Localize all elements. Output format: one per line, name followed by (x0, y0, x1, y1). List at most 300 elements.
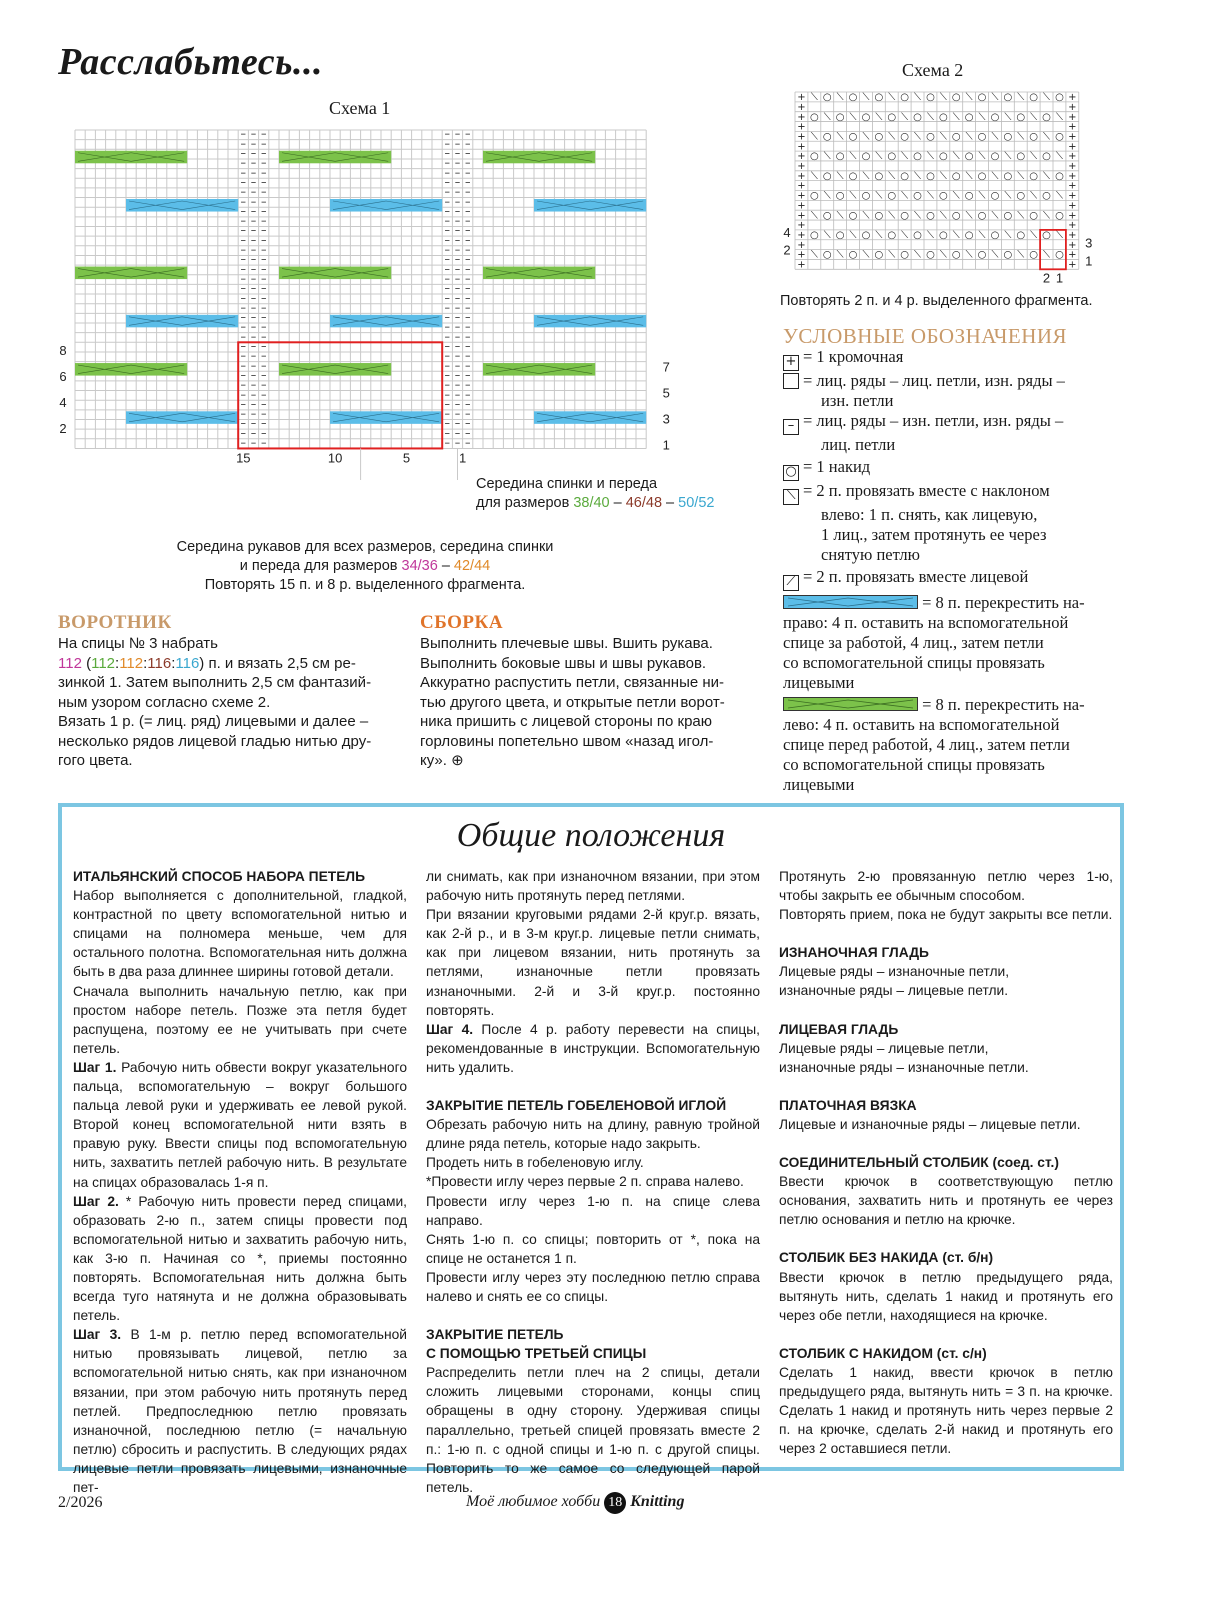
purl-mark: – (250, 194, 257, 208)
center-back-line2: для размеров 38/40 – 46/48 – 50/52 (476, 495, 715, 511)
col-label: 1 (1055, 270, 1064, 286)
yo-mark: ○ (964, 111, 974, 123)
dec-mark: ⟍ (888, 170, 896, 182)
dec-mark: ⟍ (1055, 111, 1063, 123)
size-d: 34/36 (401, 558, 438, 574)
yo-mark: ○ (1055, 92, 1064, 104)
center-back-line1: Середина спинки и переда (476, 476, 658, 492)
paragraph: Ввести крючок в соответствующую петлю основания, захватить нить и протянуть ее через петлю основания и петлю на крючке. (779, 1174, 1113, 1228)
purl-mark: – (250, 378, 257, 392)
footer-magazine: Моё любимое хобби 18 Knitting (466, 1492, 684, 1514)
edge-mark: + (797, 220, 806, 232)
cable-cross (126, 199, 238, 212)
section-heading: СТОЛБИК БЕЗ НАКИДА (ст. б/н) (779, 1250, 994, 1266)
edge-mark: + (1068, 170, 1077, 182)
purl-mark: – (240, 378, 247, 392)
yo-mark: ○ (926, 92, 935, 104)
purl-mark: – (444, 185, 451, 199)
dec-mark: ⟍ (901, 111, 909, 123)
purl-mark: – (240, 194, 247, 208)
yo-mark: ○ (1055, 170, 1064, 182)
purl-mark: – (454, 262, 461, 276)
yo-mark: ○ (1003, 210, 1013, 222)
dec-mark: ⟍ (1004, 111, 1012, 123)
yo-mark: ○ (926, 131, 935, 143)
edge-mark: + (1068, 161, 1077, 173)
col-label: 15 (236, 450, 251, 466)
yo-mark: ○ (887, 229, 897, 241)
edge-mark: + (797, 101, 806, 113)
purl-mark: – (240, 223, 247, 237)
cable-cross (75, 267, 187, 280)
yo-mark: ○ (835, 190, 845, 202)
repeat-note: Повторять 15 п. и 8 р. выделенного фрагмента. (204, 577, 526, 593)
row-label: 7 (662, 359, 670, 375)
dec-mark: ⟍ (901, 151, 909, 163)
dec-mark: ⟍ (991, 249, 999, 261)
purl-mark: – (240, 214, 247, 228)
edge-mark: + (1068, 111, 1077, 123)
purl-mark: – (240, 320, 247, 334)
yo-mark: ○ (874, 170, 884, 182)
dec-mark: ⟍ (849, 151, 857, 163)
yo-mark: ○ (1055, 131, 1064, 143)
text-line: Лицевые и изнаночные ряды – лицевые петли. (779, 1116, 1081, 1132)
edge-mark: + (797, 229, 806, 241)
purl-mark: – (240, 300, 247, 314)
purl-mark: – (240, 165, 247, 179)
dec-mark: ⟍ (1043, 210, 1051, 222)
dec-mark: ⟍ (888, 210, 896, 222)
purl-mark: – (444, 358, 451, 372)
purl-mark: – (250, 165, 257, 179)
yo-mark: ○ (1029, 92, 1039, 104)
edge-mark: + (797, 131, 806, 143)
purl-mark: – (240, 387, 247, 401)
scheme2-title: Схема 2 (902, 60, 964, 80)
edge-mark: + (1068, 229, 1077, 241)
purl-mark: – (464, 271, 471, 285)
row-label: 4 (59, 394, 67, 410)
paragraph: Сначала выполнить начальную петлю, как при простом наборе петель. Позже эта петля будет распущена, поэтому ее не учитывать при счете петель. (73, 983, 407, 1056)
yo-mark: ○ (809, 229, 819, 241)
purl-mark: – (464, 156, 471, 170)
general-col-1 (73, 867, 407, 1497)
purl-mark: – (240, 349, 247, 363)
purl-mark: – (464, 310, 471, 324)
right-cable-icon (783, 595, 918, 609)
edge-mark: + (797, 141, 806, 153)
dec-mark: ⟍ (1004, 190, 1012, 202)
edge-mark: + (797, 200, 806, 212)
purl-mark: – (250, 320, 257, 334)
yo-mark: ○ (977, 92, 987, 104)
purl-mark: – (444, 397, 451, 411)
purl-mark: – (454, 281, 461, 295)
yo-mark: ○ (874, 131, 884, 143)
edge-mark: + (797, 190, 806, 202)
purl-mark: – (454, 146, 461, 160)
purl-mark: – (454, 136, 461, 150)
cable-cross (126, 315, 238, 328)
purl-mark: – (454, 426, 461, 440)
yo-mark: ○ (951, 249, 961, 261)
yarn-over-icon: ○ (783, 465, 799, 481)
dec-mark: ⟍ (836, 249, 844, 261)
step-label: Шаг 4. (426, 1021, 474, 1037)
purl-mark: – (250, 281, 257, 295)
dec-mark: ⟍ (1055, 151, 1063, 163)
purl-mark: – (240, 233, 247, 247)
yo-mark: ○ (861, 229, 871, 241)
paragraph: Набор выполняется с дополнительной, гладкой, контрастной по цвету вспомогательной нитью и спицами на полномера меньше, чем для остального полотна. Вспомогательная нить должна быть в два раза длиннее ширины готовой детали. (73, 888, 407, 980)
purl-mark: – (464, 436, 471, 450)
yo-mark: ○ (1029, 131, 1039, 143)
section-heading: ЛИЦЕВАЯ ГЛАДЬ (779, 1021, 899, 1037)
dec-mark: ⟍ (991, 210, 999, 222)
purl-mark: – (250, 262, 257, 276)
col-label: 2 (1042, 270, 1051, 286)
spacer (779, 1134, 1113, 1153)
purl-mark: – (260, 291, 267, 305)
purl-mark: – (464, 243, 471, 257)
purl-mark: – (260, 146, 267, 160)
purl-mark: – (260, 407, 267, 421)
dec-mark: ⟍ (965, 210, 973, 222)
row-label: 1 (1085, 253, 1093, 269)
yo-mark: ○ (1042, 151, 1051, 163)
section-heading: ЗАКРЫТИЕ ПЕТЕЛЬ (426, 1327, 564, 1343)
purl-mark: – (260, 136, 267, 150)
purl-mark: – (240, 407, 247, 421)
purl-mark: – (250, 185, 257, 199)
legend (783, 347, 1128, 795)
text-line: изнаночные ряды – лицевые петли. (779, 983, 1009, 999)
purl-mark: – (444, 204, 451, 218)
step-label: Шаг 3. (73, 1327, 122, 1343)
cable-cross (483, 363, 595, 376)
spacer (779, 1077, 1113, 1096)
dec-mark: ⟍ (836, 170, 844, 182)
purl-mark: – (454, 204, 461, 218)
purl-mark: – (454, 416, 461, 430)
dec-mark: ⟍ (862, 92, 870, 104)
yo-mark: ○ (951, 170, 961, 182)
purl-mark: – (260, 252, 267, 266)
purl-mark: – (464, 291, 471, 305)
purl-mark: – (260, 194, 267, 208)
purl-mark: – (444, 146, 451, 160)
purl-mark: – (260, 368, 267, 382)
yo-mark: ○ (822, 131, 832, 143)
purl-mark: – (250, 175, 257, 189)
purl-mark: – (250, 358, 257, 372)
edge-mark: + (1068, 220, 1077, 232)
step-paragraph (73, 1192, 407, 1326)
purl-mark: – (260, 358, 267, 372)
purl-mark: – (454, 407, 461, 421)
edge-mark: + (1068, 151, 1077, 163)
dec-mark: ⟍ (1017, 249, 1025, 261)
dec-mark: ⟍ (862, 170, 870, 182)
edge-mark: + (797, 210, 806, 222)
purl-mark: – (240, 368, 247, 382)
dec-mark: ⟍ (914, 210, 922, 222)
paragraph: Ввести крючок в петлю предыдущего ряда, вытянуть нить, сделать 1 накид и протянуть его через обе петли, находящиеся на крючке. (779, 1269, 1113, 1323)
general-col-2 (426, 867, 760, 1497)
edge-mark: + (797, 249, 806, 261)
col-label: 1 (458, 450, 467, 466)
dec-mark: ⟍ (926, 111, 934, 123)
yo-mark: ○ (900, 249, 910, 261)
cable-cross (279, 151, 391, 164)
dec-mark: ⟍ (965, 131, 973, 143)
purl-mark: – (260, 214, 267, 228)
dec-mark: ⟍ (952, 190, 960, 202)
legend-k2tog: ⟋ = 2 п. провязать вместе лицевой (783, 567, 1128, 591)
scheme1-chart (55, 125, 675, 480)
yo-mark: ○ (1003, 249, 1013, 261)
yo-mark: ○ (861, 111, 871, 123)
edge-mark: + (1068, 92, 1077, 104)
cable-cross (279, 267, 391, 280)
yo-mark: ○ (900, 210, 910, 222)
purl-mark: – (250, 426, 257, 440)
edge-mark: + (797, 111, 806, 123)
k2tog-icon: ⟋ (783, 575, 799, 591)
yo-mark: ○ (874, 210, 884, 222)
purl-mark: – (444, 291, 451, 305)
dec-mark: ⟍ (926, 151, 934, 163)
dec-mark: ⟍ (810, 210, 818, 222)
purl-mark: – (260, 127, 267, 141)
dec-mark: ⟍ (965, 170, 973, 182)
purl-mark: – (240, 310, 247, 324)
purl-mark: – (250, 214, 257, 228)
purl-mark: – (250, 339, 257, 353)
dec-mark: ⟍ (1004, 229, 1012, 241)
edge-mark: + (797, 121, 806, 133)
legend-purl: – = лиц. ряды – изн. петли, изн. ряды – лиц. петли (783, 411, 1128, 455)
section-heading: СОЕДИНИТЕЛЬНЫЙ СТОЛБИК (соед. ст.) (779, 1155, 1059, 1171)
purl-mark: – (260, 397, 267, 411)
dec-mark: ⟍ (901, 229, 909, 241)
dec-mark: ⟍ (875, 229, 883, 241)
dec-mark: ⟍ (810, 170, 818, 182)
dec-mark: ⟍ (965, 249, 973, 261)
purl-mark: – (444, 175, 451, 189)
purl-mark: – (260, 416, 267, 430)
paragraph: Обрезать рабочую нить на длину, равную тройной длине ряда петель, которые надо закрыть. (426, 1117, 760, 1152)
dec-mark: ⟍ (926, 229, 934, 241)
purl-mark: – (454, 329, 461, 343)
yo-mark: ○ (874, 92, 884, 104)
purl-mark: – (444, 223, 451, 237)
paragraph: Провести иглу через эту последнюю петлю справа налево и снять ее со спицы. (426, 1269, 760, 1304)
yo-mark: ○ (990, 229, 1000, 241)
purl-mark: – (464, 300, 471, 314)
dec-mark: ⟍ (849, 111, 857, 123)
purl-mark: – (454, 368, 461, 382)
purl-mark: – (444, 252, 451, 266)
edge-mark: + (1068, 141, 1077, 153)
dec-mark: ⟍ (836, 92, 844, 104)
yo-mark: ○ (913, 111, 922, 123)
dec-mark: ⟍ (991, 92, 999, 104)
yo-mark: ○ (951, 131, 961, 143)
purl-mark: – (250, 156, 257, 170)
yo-mark: ○ (900, 131, 910, 143)
legend-blue-cable: = 8 п. перекрестить на- право: 4 п. оставить на вспомогательной спице за работой, 4 лиц., затем петли со вспомогательной спицы провязать лицевыми (783, 593, 1085, 692)
purl-mark: – (454, 223, 461, 237)
purl-mark: – (444, 349, 451, 363)
edge-mark: + (797, 259, 806, 271)
yo-mark: ○ (977, 249, 987, 261)
edge-mark: + (1068, 131, 1077, 143)
yo-mark: ○ (861, 151, 871, 163)
purl-mark: – (250, 291, 257, 305)
purl-mark: – (240, 136, 247, 150)
section-heading: С ПОМОЩЬЮ ТРЕТЬЕЙ СПИЦЫ (426, 1346, 647, 1362)
dec-mark: ⟍ (1030, 229, 1038, 241)
dec-mark: ⟍ (849, 229, 857, 241)
purl-mark: – (250, 233, 257, 247)
dec-mark: ⟍ (1043, 92, 1051, 104)
yo-mark: ○ (926, 170, 935, 182)
purl-mark: – (240, 436, 247, 450)
purl-mark: – (464, 223, 471, 237)
purl-mark: – (444, 416, 451, 430)
yo-mark: ○ (848, 131, 858, 143)
yo-mark: ○ (822, 170, 832, 182)
section-heading: ИЗНАНОЧНАЯ ГЛАДЬ (779, 945, 929, 961)
yo-mark: ○ (822, 249, 832, 261)
paragraph: Протянуть 2-ю провязанную петлю через 1-ю, чтобы закрыть ее обычным способом. (779, 869, 1113, 904)
purl-mark: – (260, 165, 267, 179)
purl-mark: – (464, 165, 471, 179)
purl-mark: – (260, 223, 267, 237)
yo-mark: ○ (938, 229, 948, 241)
dec-mark: ⟍ (1030, 190, 1038, 202)
paragraph: *Провести иглу через первые 2 п. справа налево. (426, 1174, 744, 1190)
dec-mark: ⟍ (978, 111, 986, 123)
purl-mark: – (260, 339, 267, 353)
yo-mark: ○ (926, 249, 935, 261)
purl-mark: – (454, 233, 461, 247)
issue-number: 2/2026 (58, 1494, 103, 1511)
cable-cross (534, 411, 646, 424)
dec-mark: ⟍ (1030, 151, 1038, 163)
purl-mark: – (260, 262, 267, 276)
purl-mark: – (260, 281, 267, 295)
purl-mark: – (444, 320, 451, 334)
row-label: 6 (59, 368, 67, 384)
dec-mark: ⟍ (875, 151, 883, 163)
purl-mark: – (464, 426, 471, 440)
purl-mark: – (444, 262, 451, 276)
row-label: 1 (662, 437, 670, 453)
cable-cross (483, 151, 595, 164)
yo-mark: ○ (887, 151, 897, 163)
dec-mark: ⟍ (862, 249, 870, 261)
section-heading: ИТАЛЬЯНСКИЙ СПОСОБ НАБОРА ПЕТЕЛЬ (73, 869, 366, 884)
paragraph: Продеть нить в гобеленовую иглу. (426, 1155, 644, 1171)
yo-mark: ○ (951, 210, 961, 222)
cable-cross (279, 363, 391, 376)
scheme1-title: Схема 1 (329, 98, 391, 118)
dec-mark: ⟍ (1017, 131, 1025, 143)
purl-mark: – (444, 243, 451, 257)
purl-mark: – (454, 156, 461, 170)
purl-mark: – (454, 339, 461, 353)
step-text: После 4 р. работу перевести на спицы, рекомендованные в инструкции. Вспомогательную нить удалить. (426, 1021, 760, 1075)
dec-mark: ⟍ (823, 229, 831, 241)
yo-mark: ○ (938, 111, 948, 123)
dec-mark: ⟍ (978, 151, 986, 163)
purl-mark: – (444, 165, 451, 179)
yo-mark: ○ (951, 92, 961, 104)
section-heading: ЗАКРЫТИЕ ПЕТЕЛЬ ГОБЕЛЕНОВОЙ ИГЛОЙ (426, 1098, 727, 1114)
purl-mark: – (240, 339, 247, 353)
edge-mark: + (797, 151, 806, 163)
edge-mark: + (1068, 239, 1077, 251)
purl-mark: – (250, 243, 257, 257)
dec-mark: ⟍ (952, 151, 960, 163)
purl-mark: – (260, 233, 267, 247)
paragraph: Сделать 1 накид, ввести крючок в петлю предыдущего ряда, вытянуть нить = 3 п. на крючке. Сделать 1 накид и протянуть нить через первые 2 п. на крючке, сделать 2-й накид и протянуть его через 2 оставшиеся петли. (779, 1364, 1113, 1457)
purl-mark: – (250, 300, 257, 314)
yo-mark: ○ (977, 131, 987, 143)
purl-mark: – (454, 243, 461, 257)
purl-mark: – (454, 214, 461, 228)
edge-mark: + (797, 239, 806, 251)
yo-mark: ○ (900, 92, 910, 104)
purl-mark: – (240, 426, 247, 440)
row-label: 2 (59, 421, 67, 437)
purl-mark: – (464, 320, 471, 334)
purl-mark: – (444, 339, 451, 353)
dec-mark: ⟍ (810, 249, 818, 261)
ssk-icon: ⟍ (783, 489, 799, 505)
dec-mark: ⟍ (978, 190, 986, 202)
general-col-3 (779, 867, 1113, 1458)
paragraph: При вязании круговыми рядами 2-й круг.р. вязать, как 2-й р., и в 3-м круг.р. лицевые петли снимать, как при лицевом вязании, нить протянуть за петлями, изнаночные петли провязать изнаночными. 2-й и 3-й круг.р. постоянно повторять. (426, 907, 760, 1018)
edge-mark: + (1068, 200, 1077, 212)
dec-mark: ⟍ (1017, 170, 1025, 182)
purl-mark: – (454, 358, 461, 372)
purl-mark: – (444, 378, 451, 392)
purl-mark: – (454, 310, 461, 324)
purl-stitch-icon: – (783, 419, 799, 435)
dec-mark: ⟍ (914, 249, 922, 261)
cable-cross (534, 315, 646, 328)
scheme2-note: Повторять 2 п. и 4 р. выделенного фрагмента. (780, 293, 1093, 309)
yo-mark: ○ (990, 111, 1000, 123)
yo-mark: ○ (964, 151, 974, 163)
yo-mark: ○ (1016, 190, 1026, 202)
yo-mark: ○ (1029, 249, 1039, 261)
dec-mark: ⟍ (875, 111, 883, 123)
cable-cross (330, 411, 442, 424)
yo-mark: ○ (990, 151, 1000, 163)
yo-mark: ○ (1016, 229, 1026, 241)
yo-mark: ○ (822, 92, 832, 104)
purl-mark: – (240, 358, 247, 372)
edge-stitch-icon: + (783, 355, 799, 371)
purl-mark: – (250, 416, 257, 430)
dec-mark: ⟍ (823, 190, 831, 202)
dec-mark: ⟍ (1030, 111, 1038, 123)
